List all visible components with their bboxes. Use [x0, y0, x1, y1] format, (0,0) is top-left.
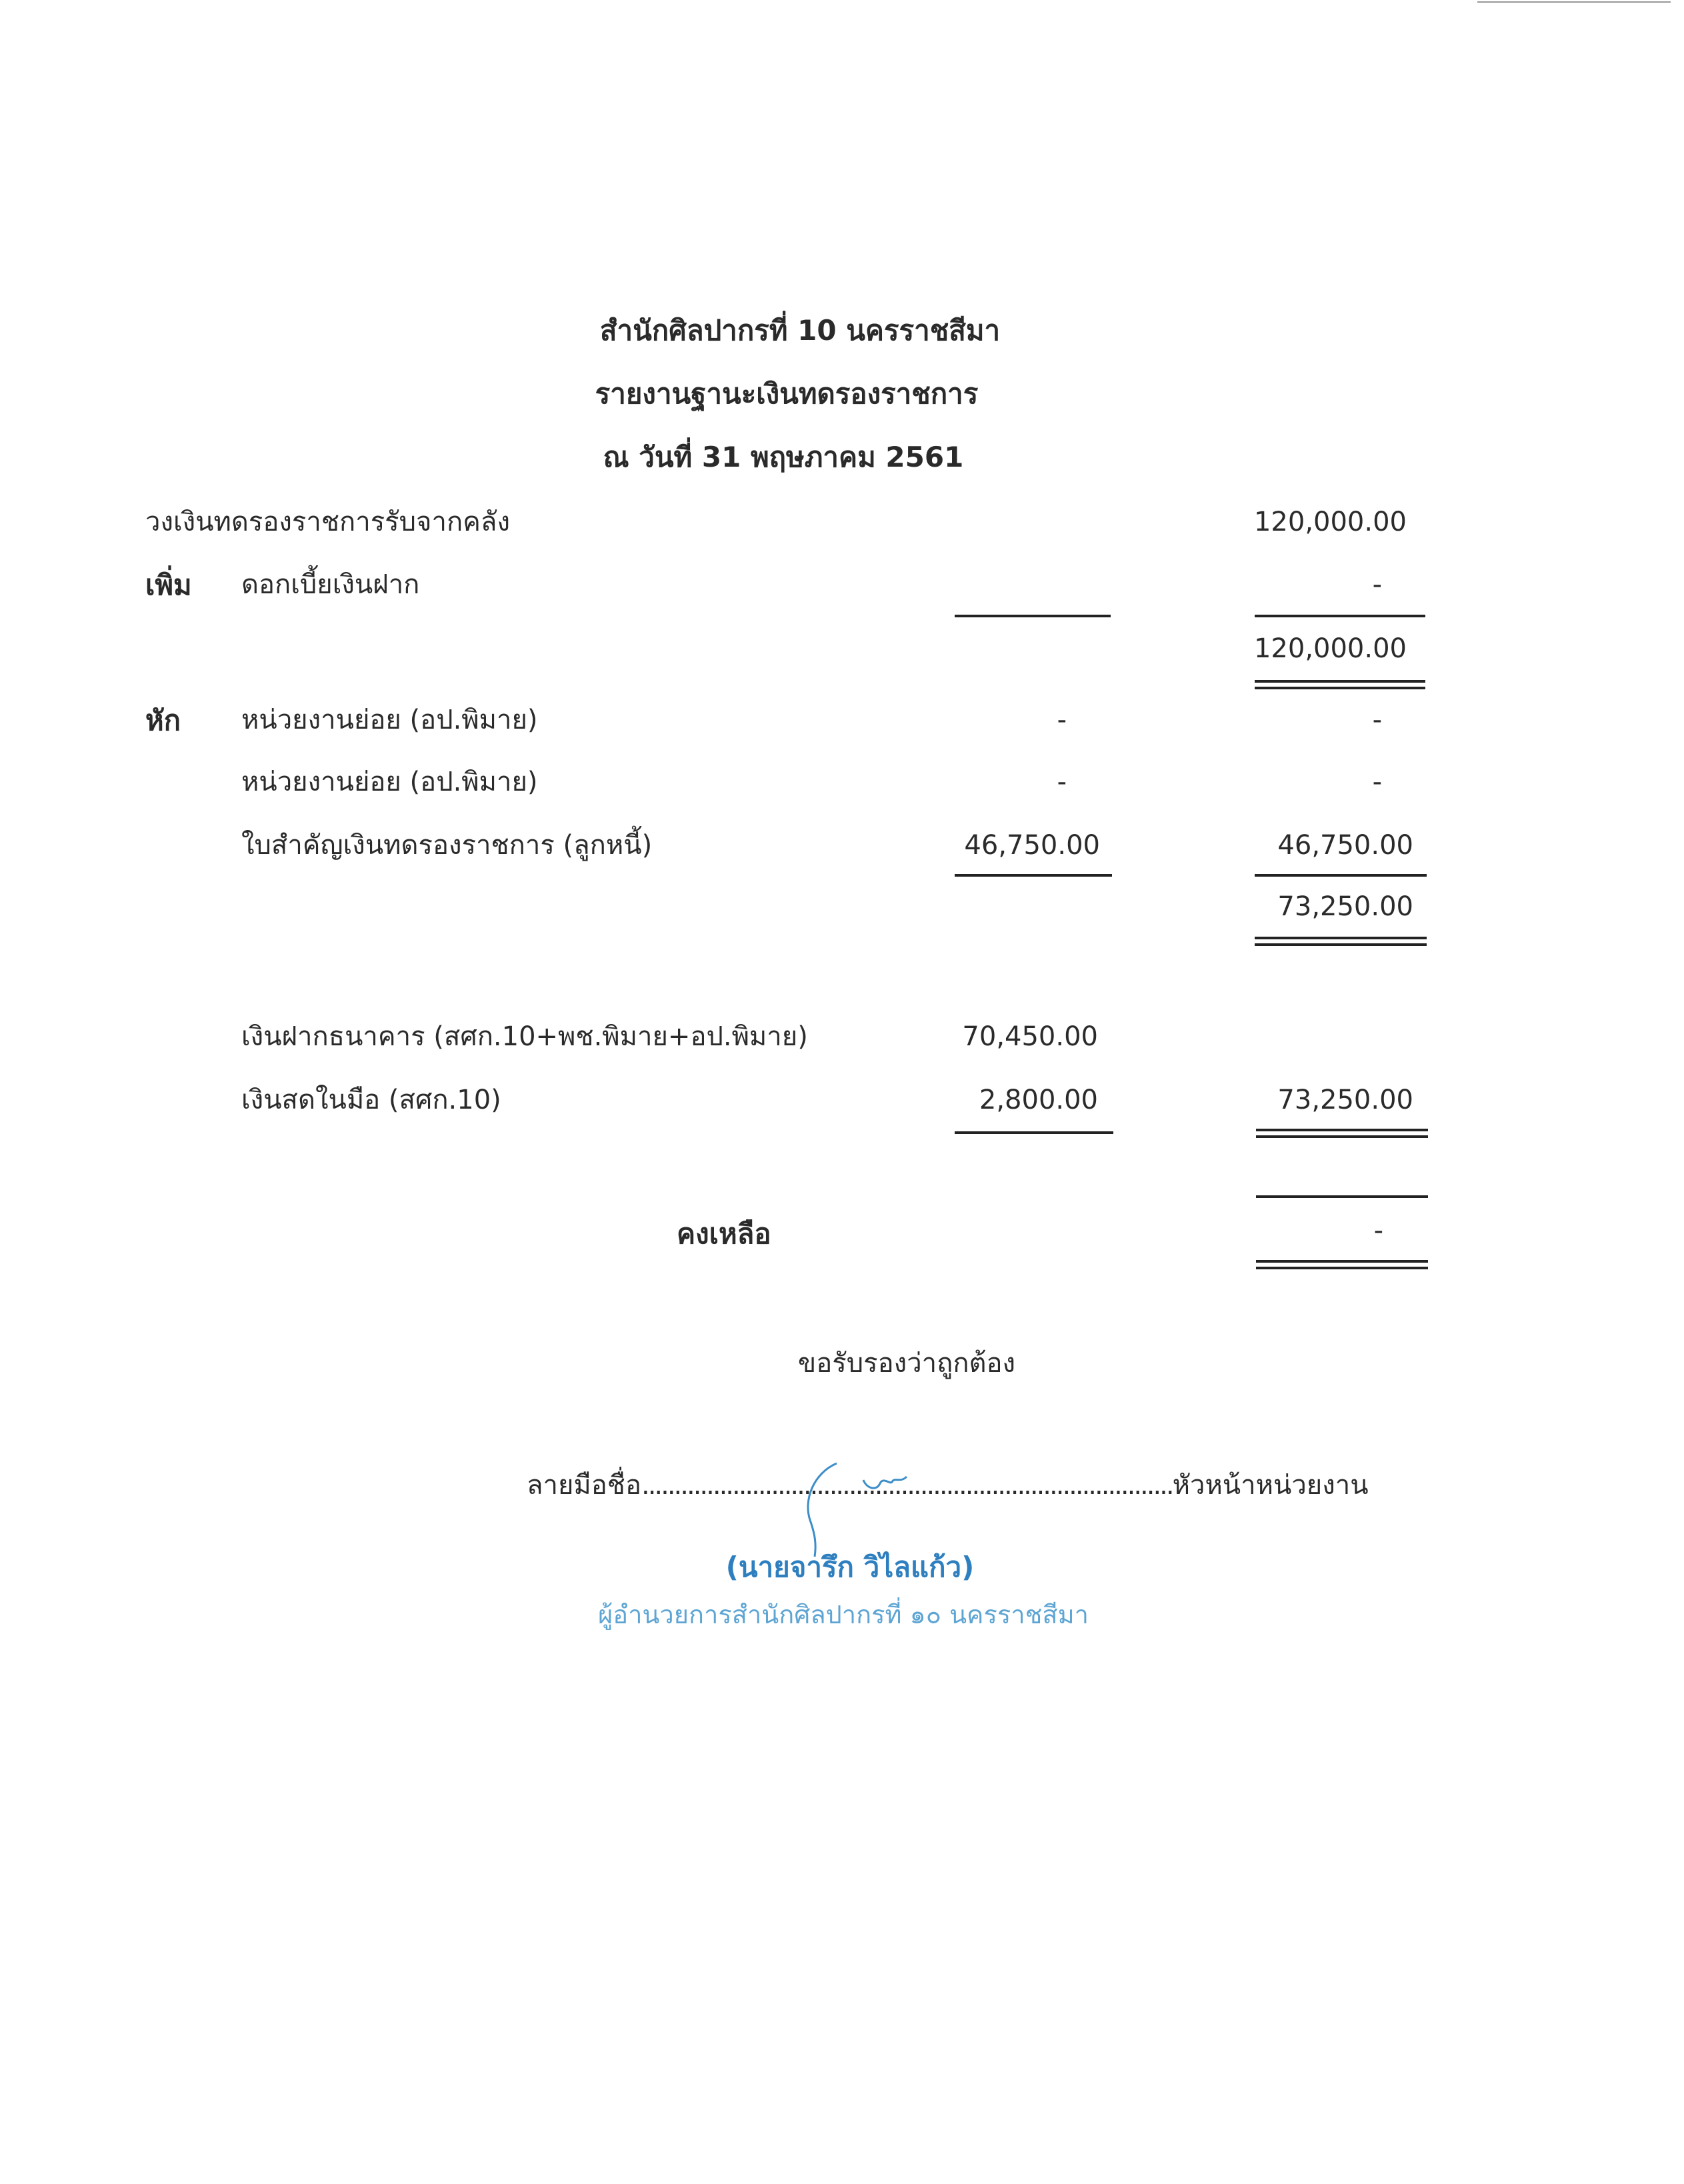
bank-label: เงินฝากธนาคาร (สศก.10+พช.พิมาย+อป.พิมาย) [241, 1021, 808, 1052]
add-col1-underline [955, 615, 1111, 617]
deduct-double-underline-top [1255, 937, 1427, 939]
subunit2-label: หน่วยงานย่อย (อป.พิมาย) [241, 767, 538, 797]
signature-prefix: ลายมือชื่อ [527, 1470, 641, 1501]
deduct-heading: หัก [145, 704, 181, 737]
interest-total: - [1372, 569, 1382, 600]
balance-double-underline-bottom [1256, 1267, 1428, 1269]
signature-line [527, 1472, 1369, 1499]
subunit1-total: - [1372, 705, 1382, 735]
balance-label: คงเหลือ [677, 1217, 771, 1250]
subtotal-after-add: 120,000.00 [1253, 633, 1407, 664]
signer-name: (นายจารึก วิไลแก้ว) [725, 1551, 975, 1583]
receivable-amount: 46,750.00 [964, 830, 1100, 861]
advance-total: 120,000.00 [1253, 507, 1407, 537]
balance-double-underline-top [1256, 1260, 1428, 1263]
scan-edge-mark [1477, 1, 1671, 3]
receivable-label: ใบสำคัญเงินทดรองราชการ (ลูกหนี้) [241, 830, 653, 861]
subtotal-double-underline-bottom [1255, 687, 1425, 689]
cash-double-underline-bottom [1256, 1135, 1428, 1138]
add-col2-underline [1255, 615, 1425, 617]
certification-statement: ขอรับรองว่าถูกต้อง [797, 1348, 1016, 1379]
subunit1-label: หน่วยงานย่อย (อป.พิมาย) [241, 705, 538, 735]
signature-role: หัวหน้าหน่วยงาน [1172, 1470, 1369, 1501]
deduct-col1-underline [955, 874, 1112, 877]
interest-label: ดอกเบี้ยเงินฝาก [241, 569, 420, 600]
bank-amount: 70,450.00 [962, 1021, 1098, 1052]
subunit2-total: - [1372, 767, 1382, 797]
balance-top-rule [1256, 1195, 1428, 1198]
cash-total: 73,250.00 [1277, 1085, 1413, 1115]
add-heading: เพิ่ม [145, 569, 192, 601]
cash-double-underline-top [1256, 1129, 1428, 1131]
deduct-col2-underline [1255, 874, 1427, 877]
cash-label: เงินสดในมือ (สศก.10) [241, 1085, 501, 1115]
cash-amount: 2,800.00 [979, 1085, 1098, 1115]
subunit1-amount: - [1057, 705, 1067, 735]
advance-label: วงเงินทดรองราชการรับจากคลัง [145, 507, 510, 537]
org-name: สำนักศิลปากรที่ 10 นครราชสีมา [599, 314, 1001, 347]
report-title: รายงานฐานะเงินทดรองราชการ [595, 377, 979, 410]
cash-col1-underline [955, 1131, 1113, 1134]
handwritten-signature [800, 1457, 933, 1557]
subtotal-double-underline-top [1255, 680, 1425, 683]
subunit2-amount: - [1057, 767, 1067, 797]
deduct-double-underline-bottom [1255, 943, 1427, 946]
signature-dots: .................................................................................. [641, 1470, 1173, 1501]
signer-position: ผู้อำนวยการสำนักศิลปากรที่ ๑๐ นครราชสีมา [597, 1600, 1089, 1629]
subtotal-after-deduct: 73,250.00 [1277, 891, 1413, 922]
receivable-total: 46,750.00 [1277, 830, 1413, 861]
balance-total: - [1373, 1215, 1383, 1246]
report-date: ณ วันที่ 31 พฤษภาคม 2561 [603, 441, 964, 473]
